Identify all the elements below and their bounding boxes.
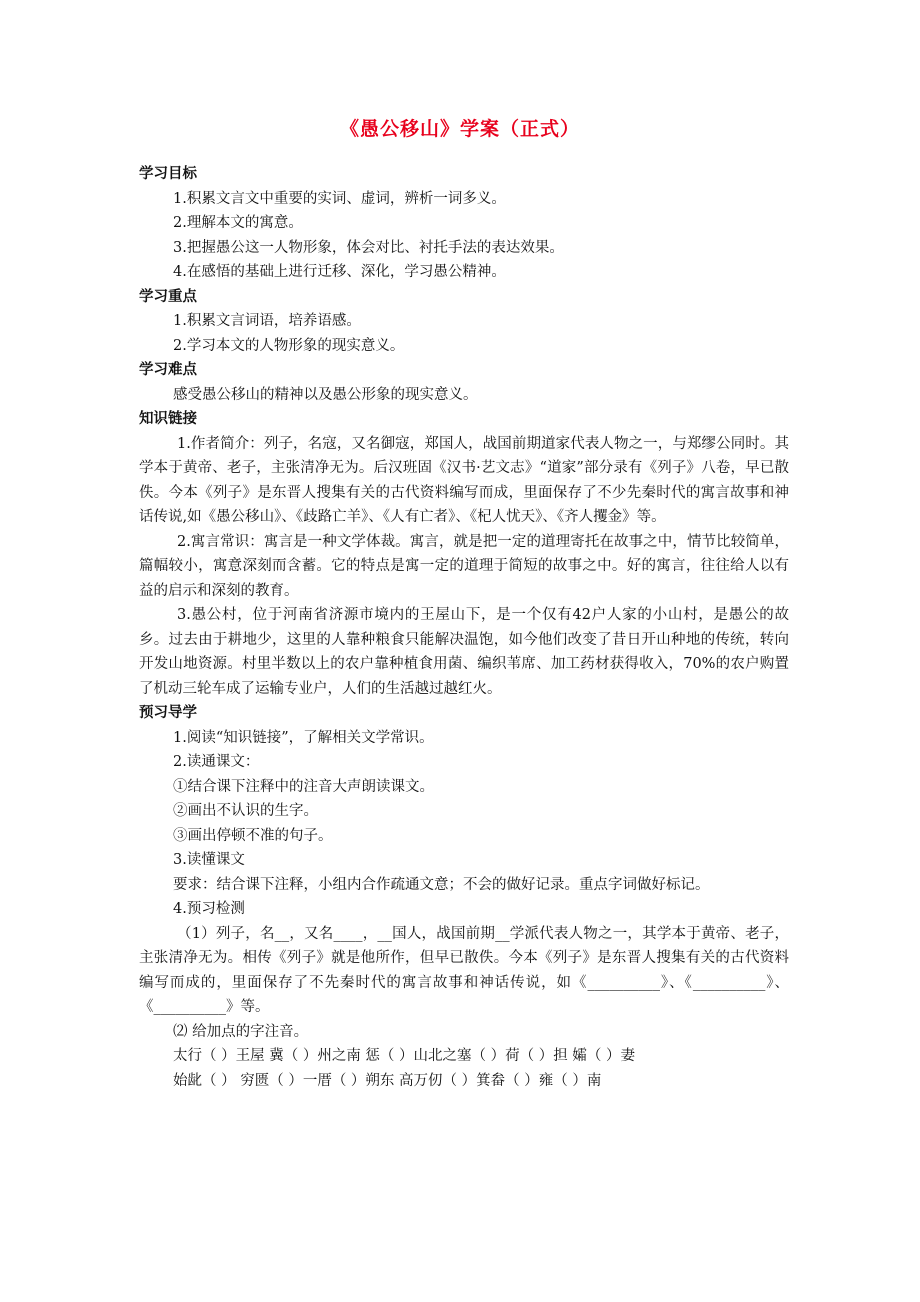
objective-item: 4.在感悟的基础上进行迁移、深化，学习愚公精神。 — [173, 264, 506, 280]
preview-item: 要求：结合课下注释，小组内合作疏通文意；不会的做好记录。重点字词做好标记。 — [173, 876, 710, 893]
knowledge-village-paragraph: 3.愚公村，位于河南省济源市境内的王屋山下，是一个仅有42户人家的小山村，是愚公的故乡。过去由于耕地少，这里的人靠种粮食只能解决温饱，如今他们改变了昔日开山种地的传统，转向开发山地资源。村里半数以上的农户靠种植食用菌、编织苇席、加工药材获得收入，70%的农户购置了机动三轮车成了运输专业户，人们的生活越过越红火。 — [139, 607, 789, 697]
knowledge-fable-paragraph: 2.寓言常识：寓言是一种文学体裁。寓言，就是把一定的道理寄托在故事之中，情节比较简单，篇幅较小，寓意深刻而含蓄。它的特点是寓一定的道理于简短的故事之中。好的寓言，往往给人以有益的启示和深刻的教育。 — [139, 533, 789, 599]
key-point-item: 1.积累文言词语，培养语感。 — [173, 313, 361, 329]
preview-item: ③画出停顿不准的句子。 — [173, 827, 333, 844]
objectives-heading: 学习目标 — [139, 166, 197, 182]
knowledge-author-paragraph: 1.作者简介：列子，名寇，又名御寇，郑国人，战国前期道家代表人物之一，与郑缪公同时。其学本于黄帝、老子，主张清净无为。后汉班固《汉书·艺文志》“道家”部分录有《列子》八卷，早已散佚。今本《列子》是东晋人搜集有关的古代资料编写而成，里面保存了不少先秦时代的寓言故事和神话传说,如《愚公移山》、《歧路亡羊》、《人有亡者》、《杞人忧天》、《齐人攫金》等。 — [139, 435, 789, 525]
key-points-heading: 学习重点 — [139, 288, 197, 305]
quiz-pinyin-row: 始龀（ ） 穷匮（ ）一厝（ ）朔东 高万仞（ ）箕畚（ ）雍（ ）南 — [173, 1072, 602, 1089]
preview-item: 4.预习检测 — [173, 901, 245, 917]
document-body — [139, 162, 789, 1093]
quiz-pinyin-label: ⑵ 给加点的字注音。 — [173, 1023, 309, 1040]
preview-item: 1.阅读“知识链接”，了解相关文学常识。 — [173, 729, 434, 746]
page-title: 《愚公移山》学案（正式） — [339, 118, 580, 140]
quiz-pinyin-row: 太行（ ）王屋 冀（ ）州之南 惩（ ）山北之塞（ ）荷（ ）担 孀（ ）妻 — [173, 1048, 635, 1064]
preview-heading: 预习导学 — [139, 705, 197, 721]
objective-item: 2.理解本文的寓意。 — [173, 215, 303, 231]
preview-item: 3.读懂课文 — [173, 852, 245, 868]
preview-item: ①结合课下注释中的注音大声朗读课文。 — [173, 778, 434, 795]
quiz-fill-in-question: （1）列子，名__，又名____，__国人，战国前期__学派代表人物之一，其学本于黄帝、老子，主张清净无为。相传《列子》就是他所作，但早已散佚。今本《列子》是东晋人搜集有关的古代资料编写而成的，里面保存了不先秦时代的寓言故事和神话传说，如《__________》、《__________》、《__________》等。 — [139, 925, 789, 1015]
preview-item: 2.读通课文： — [173, 754, 260, 770]
objective-item: 1.积累文言文中重要的实词、虚词，辨析一词多义。 — [173, 190, 506, 207]
preview-item: ②画出不认识的生字。 — [173, 803, 318, 819]
key-point-item: 2.学习本文的人物形象的现实意义。 — [173, 337, 405, 354]
difficulty-item: 感受愚公移山的精神以及愚公形象的现实意义。 — [173, 386, 478, 403]
knowledge-heading: 知识链接 — [139, 411, 197, 427]
difficulties-heading: 学习难点 — [139, 362, 197, 378]
objective-item: 3.把握愚公这一人物形象，体会对比、衬托手法的表达效果。 — [173, 239, 564, 256]
